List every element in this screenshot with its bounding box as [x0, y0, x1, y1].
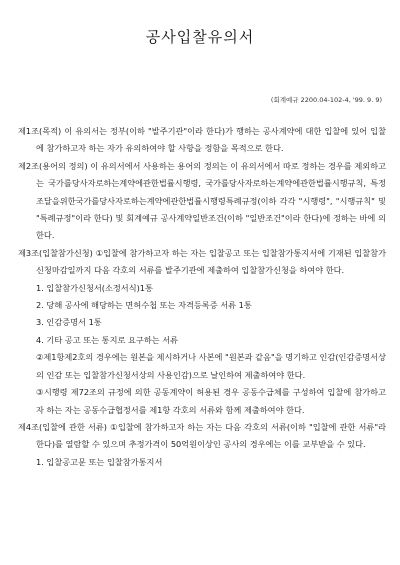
article-1: 제1조(목적) 이 유의서는 정부(이하 "발주기관"이라 한다)가 행하는 공사계약에 대한 입찰에 있어 입찰에 참가하고자 하는 자가 유의하여야 할 사항을 정함을 목적으로 한다.: [18, 126, 386, 154]
article-4: 제4조(입찰에 관한 서류) ①입찰에 참가하고자 하는 자는 다음 각호의 서류(이하 "입찰에 관한 서류"라 한다)를 열람할 수 있으며 추정가격이 50억원이상인 공사의 경우에는 이를 교부받을 수 있다.: [18, 421, 386, 450]
reference-code: (회계예규 2200.04-102-4, '99. 9. 9): [270, 96, 382, 104]
article-3-item-3: 3. 인감증명서 1통: [36, 317, 102, 328]
document-title: 공사입찰유의서: [145, 28, 255, 46]
article-3: 제3조(입찰참가신청) ①입찰에 참가하고자 하는 자는 입찰공고 또는 입찰참가통지서에 기재된 입찰참가신청마감일까지 다음 각호의 서류를 발주기관에 제출하여 입찰참가신청을 하여야 한다.: [18, 247, 386, 276]
article-2: 제2조(용어의 정의) 이 유의서에서 사용하는 용어의 정의는 이 유의서에서 따로 정하는 경우를 제외하고는 국가를당사자로하는계약에관한법률시행령, 국가를당사자로하는계약에관한법률시행규칙, 특정조달을위한국가를당사자로하는계약에관한법률시행령특례규정(이하 각각 "시행령", "시행규칙" 및 "특례규정"이라 한다) 및 회계예규 공사계약일반조건(이하 "일반조건"이라 한다)에 정하는 바에 의한다.: [18, 160, 386, 241]
article-3-clause-2: ②제1항제2호의 경우에는 원본을 제시하거나 사본에 "원본과 같음"을 명기하고 인감(인감증명서상의 인감 또는 입찰참가신청서상의 사용인감)으로 날인하여 제출하여야 한다.: [36, 352, 386, 380]
article-4-item-1: 1. 입찰공고문 또는 입찰참가통지서: [36, 456, 163, 467]
article-3-item-1: 1. 입찰참가신청서(소정서식)1통: [36, 282, 153, 293]
article-3-item-2: 2. 당해 공사에 해당하는 면허수첩 또는 자격등록증 서류 1통: [36, 300, 252, 311]
article-3-clause-3: ③시행령 제72조의 규정에 의한 공동계약이 허용된 경우 공동수급체를 구성하여 입찰에 참가하고자 하는 자는 공동수급협정서를 제1항 각호의 서류와 함께 제출하여야 한다.: [36, 387, 386, 415]
document-body: [18, 123, 386, 471]
article-3-item-4: 4. 기타 공고 또는 통지로 요구하는 서류: [36, 334, 179, 345]
